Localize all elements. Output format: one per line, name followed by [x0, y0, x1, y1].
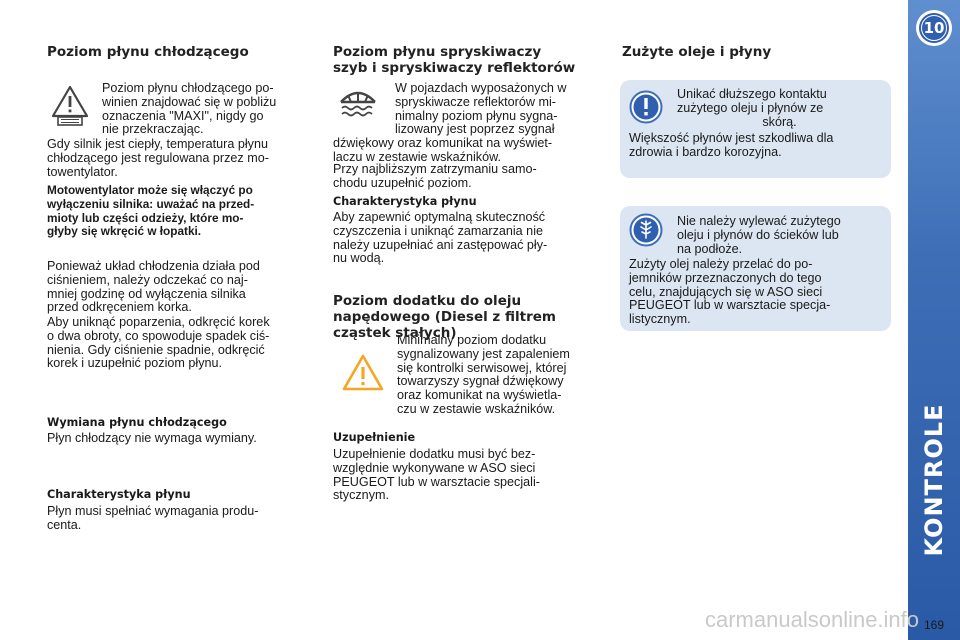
coolant-title: Poziom płynu chłodzącego — [47, 44, 249, 60]
coolant-replacement-heading: Wymiana płynu chłodzącego — [47, 416, 227, 429]
washer-intro-full — [333, 137, 603, 165]
text-line: towentylator. — [47, 164, 118, 179]
title-line: cząstek stałych) — [333, 325, 457, 341]
text-line: laczu w zestawie wskaźników. — [333, 149, 501, 164]
title-line: Poziom dodatku do oleju — [333, 293, 522, 309]
coolant-para-1 — [47, 138, 317, 179]
coolant-replacement-text: Płyn chłodzący nie wymaga wymiany. — [47, 431, 257, 445]
title-line: Poziom płynu spryskiwaczy — [333, 44, 542, 60]
refill-text — [333, 448, 603, 503]
text-line: winien znajdować się w pobliżu — [102, 94, 277, 109]
text-line: listycznym. — [629, 312, 691, 327]
text-line: sygnalizowany jest zapaleniem — [397, 346, 570, 361]
washer-fluid-icon — [337, 82, 379, 122]
text-line: nu wodą. — [333, 251, 385, 266]
text-line: wyłączeniu silnika: uważać na przed- — [47, 196, 255, 211]
coolant-para-3 — [47, 316, 317, 371]
text-line: Uzupełnienie dodatku musi być bez- — [333, 447, 536, 461]
text-line: stycznym. — [333, 488, 389, 503]
washer-title — [333, 44, 575, 76]
text-line: Przy najbliższym zatrzymaniu samo- — [333, 162, 537, 176]
text-line: oznaczenia "MAXI", nigdy go — [102, 108, 264, 123]
text-line: celu, znajdujących się w ASO sieci — [629, 284, 823, 299]
coolant-intro — [102, 82, 317, 137]
title-line: napędowego (Diesel z filtrem — [333, 309, 556, 325]
coolant-para-2 — [47, 260, 317, 315]
text-line: korek i uzupełnić poziom płynu. — [47, 356, 223, 371]
text-line: Minimalny poziom dodatku — [397, 333, 547, 347]
washer-spec-heading: Charakterystyka płynu — [333, 195, 477, 208]
text-line: głyby się wkręcić w łopatki. — [47, 224, 202, 239]
used-oils-title: Zużyte oleje i płyny — [622, 44, 772, 60]
coolant-spec-heading: Charakterystyka płynu — [47, 488, 191, 501]
text-line: należy uzupełniać ani zastępować pły- — [333, 237, 548, 252]
text-line: jemników przeznaczonych do tego — [629, 270, 822, 285]
text-line: ciśnieniem, należy odczekać co naj- — [47, 272, 248, 287]
environment-icon — [629, 213, 663, 247]
page-number: 169 — [923, 618, 945, 632]
text-line: Aby uniknąć poparzenia, odkręcić korek — [47, 315, 270, 329]
hot-coolant-warning-icon — [50, 84, 90, 128]
text-line: czyszczenia i uniknąć zamarzania nie — [333, 223, 543, 238]
text-line: się kontrolki serwisowej, której — [397, 360, 567, 375]
disposal-box — [620, 206, 891, 331]
section-label-text: KONTROLE — [920, 403, 948, 557]
exclamation-icon — [629, 90, 663, 124]
text-line: zdrowia i bardzo korozyjna. — [629, 144, 782, 159]
text-line: Motowentylator może się włączyć po — [47, 183, 253, 197]
text-line: Płyn musi spełniać wymagania produ- — [47, 504, 259, 518]
text-line: chłodzącego jest regulowana przez mo- — [47, 150, 269, 165]
text-line: lizowany jest poprzez sygnał — [395, 122, 555, 137]
warning-triangle-icon — [341, 353, 385, 393]
text-line: na podłoże. — [677, 241, 743, 256]
washer-intro-indented — [395, 82, 603, 137]
text-line: względnie wykonywane w ASO sieci — [333, 460, 536, 475]
chapter-badge — [914, 8, 954, 48]
no-dumping-text — [677, 215, 882, 256]
diesel-additive-intro — [397, 334, 603, 417]
fan-warning — [47, 184, 317, 239]
section-label — [908, 360, 960, 600]
text-line: Aby zapewnić optymalną skuteczność — [333, 210, 546, 224]
text-line: chodu uzupełnić poziom. — [333, 175, 472, 190]
washer-para-1 — [333, 163, 603, 191]
watermark: carmanualsonline.info — [705, 607, 920, 632]
text-line: Nie należy wylewać zużytego — [677, 214, 841, 228]
harmful-fluids-text — [629, 132, 883, 160]
text-line: towarzyszy sygnał dźwiękowy — [397, 374, 564, 389]
text-line: o dwa obroty, co spowoduje spadek ciś- — [47, 328, 270, 343]
text-line: centa. — [47, 517, 82, 532]
text-line: PEUGEOT lub w warsztacie specjali- — [333, 474, 540, 489]
refill-heading: Uzupełnienie — [333, 431, 416, 444]
text-line: PEUGEOT lub w warsztacie specja- — [629, 298, 831, 313]
text-line: Poziom płynu chłodzącego po- — [102, 81, 274, 95]
coolant-spec-text — [47, 505, 317, 533]
text-line: Większość płynów jest szkodliwa dla — [629, 131, 834, 145]
skin-contact-text — [677, 88, 882, 129]
text-line: nie przekraczając. — [102, 122, 204, 137]
text-line: Gdy silnik jest ciepły, temperatura płynu — [47, 137, 268, 151]
text-line: W pojazdach wyposażonych w — [395, 81, 567, 95]
title-line: szyb i spryskiwaczy reflektorów — [333, 60, 576, 76]
text-line: oleju i płynów do ścieków lub — [677, 227, 839, 242]
text-line: Unikać dłuższego kontaktu — [677, 87, 827, 101]
text-line: mioty lub części odzieży, które mo- — [47, 210, 244, 225]
text-line: oraz komunikat na wyświetla- — [397, 388, 562, 403]
text-line: dźwiękowy oraz komunikat na wyświet- — [333, 136, 553, 150]
disposal-instructions-text — [629, 258, 883, 327]
skin-contact-warning-box — [620, 80, 891, 178]
text-line: nimalny poziom płynu sygna- — [395, 108, 558, 123]
text-line: spryskiwacze reflektorów mi- — [395, 94, 556, 109]
text-line: Ponieważ układ chłodzenia działa pod — [47, 259, 260, 273]
text-line: nienia. Gdy ciśnienie spadnie, odkręcić — [47, 342, 265, 357]
text-line: Zużyty olej należy przelać do po- — [629, 257, 813, 271]
washer-spec-text — [333, 211, 603, 266]
text-line: przed odkręceniem korka. — [47, 300, 192, 315]
chapter-number: 10 — [923, 19, 945, 37]
text-line: zużytego oleju i płynów ze — [677, 100, 824, 115]
text-line: czu w zestawie wskaźników. — [397, 401, 556, 416]
text-line: skórą. — [762, 114, 797, 129]
text-line: mniej godzinę od wyłączenia silnika — [47, 286, 246, 301]
